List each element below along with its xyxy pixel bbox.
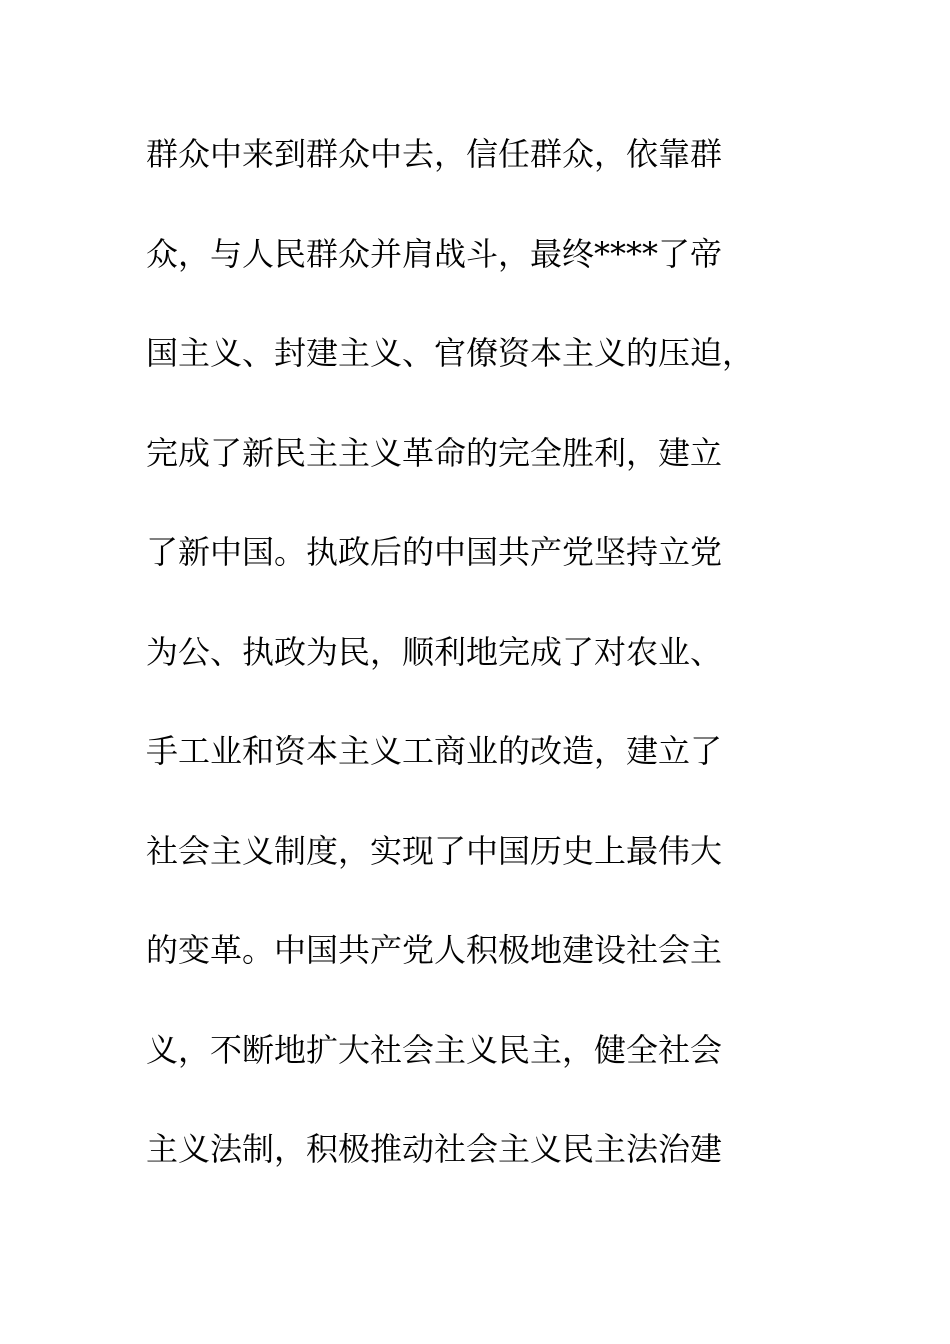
text-line: 为公、执政为民，顺利地完成了对农业、 <box>146 632 723 671</box>
body-text <box>146 122 826 1217</box>
text-line: 完成了新民主主义革命的完全胜利，建立 <box>146 433 723 472</box>
text-line: 手工业和资本主义工商业的改造，建立了 <box>146 732 723 770</box>
text-line: 社会主义制度，实现了中国历史上最伟大 <box>146 831 723 870</box>
text-line: 群众中来到群众中去，信任群众，依靠群 <box>146 135 723 173</box>
text-line: 了新中国。执政后的中国共产党坚持立党 <box>146 533 723 571</box>
text-line: 义，不断地扩大社会主义民主，健全社会 <box>146 1030 723 1069</box>
text-line: 国主义、封建主义、官僚资本主义的压迫， <box>146 334 755 372</box>
text-line: 的变革。中国共产党人积极地建设社会主 <box>146 931 723 969</box>
text-line: 众，与人民群众并肩战斗，最终****了帝 <box>146 234 723 273</box>
text-line: 主义法制，积极推动社会主义民主法治建 <box>146 1130 723 1168</box>
